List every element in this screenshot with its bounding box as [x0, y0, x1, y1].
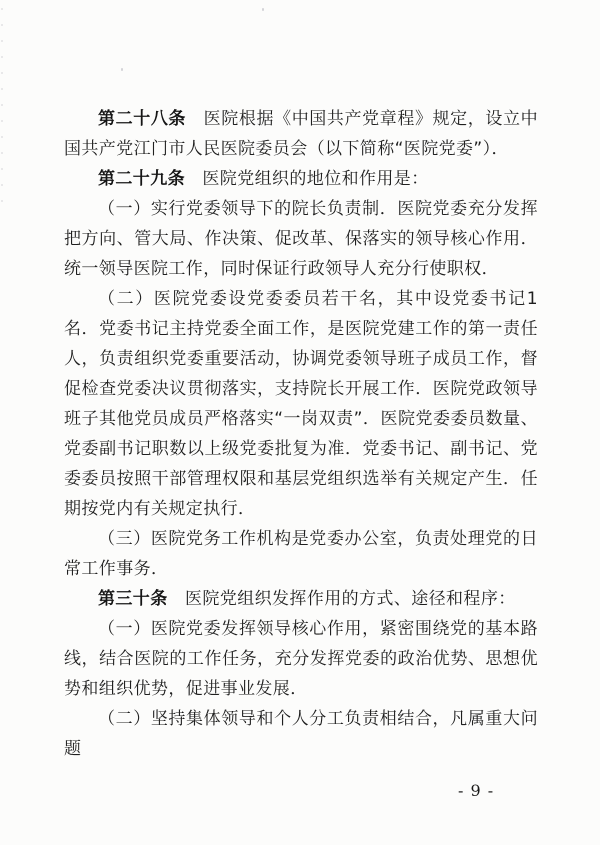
paragraph-text: （二）坚持集体领导和个人分工负责相结合，凡属重大问题	[64, 709, 538, 759]
paragraph-text: 医院党组织发挥作用的方式、途径和程序：	[185, 589, 516, 609]
article-number: 第二十八条	[98, 109, 187, 129]
body-paragraph	[64, 524, 538, 584]
scan-artifact	[1, 8, 3, 208]
body-paragraph	[64, 614, 538, 704]
body-paragraph	[64, 194, 538, 284]
paragraph-text: （三）医院党务工作机构是党委办公室，负责处理党的日常工作事务．	[64, 529, 538, 579]
paragraph-text: 医院根据《中国共产党章程》规定，设立中国共产党江门市人民医院委员会（以下简称“医院党委”）．	[64, 109, 538, 159]
article-paragraph	[64, 104, 538, 164]
page-number: - 9 -	[458, 781, 495, 800]
article-number: 第三十条	[98, 589, 168, 609]
scan-speckle	[262, 8, 264, 11]
paragraph-text: （一）实行党委领导下的院长负责制．医院党委充分发挥把方向、管大局、作决策、促改革、保落实的领导核心作用．统一领导医院工作，同时保证行政领导人充分行使职权．	[64, 199, 538, 279]
paragraph-text: （二）医院党委设党委委员若干名，其中设党委书记1名．党委书记主持党委全面工作，是医院党建工作的第一责任人，负责组织党委重要活动，协调党委领导班子成员工作，督促检查党委决议贯彻落实，支持院长开展工作．医院党政领导班子其他党员成员严格落实“一岗双责”．医院党委委员数量、党委副书记职数以上级党委批复为准．党委书记、副书记、党委委员按照干部管理权限和基层党组织选举有关规定产生．任期按党内有关规定执行．	[64, 289, 538, 519]
body-paragraph	[64, 284, 538, 524]
article-paragraph	[64, 584, 538, 614]
scan-speckle	[121, 68, 123, 71]
article-number: 第二十九条	[98, 169, 185, 189]
paragraph-text: 医院党组织的地位和作用是：	[202, 169, 429, 189]
body-paragraph	[64, 704, 538, 764]
article-paragraph	[64, 164, 538, 194]
paragraph-text: （一）医院党委发挥领导核心作用，紧密围绕党的基本路线，结合医院的工作任务，充分发挥党委的政治优势、思想优势和组织优势，促进事业发展．	[64, 619, 538, 699]
document-body	[64, 104, 538, 764]
